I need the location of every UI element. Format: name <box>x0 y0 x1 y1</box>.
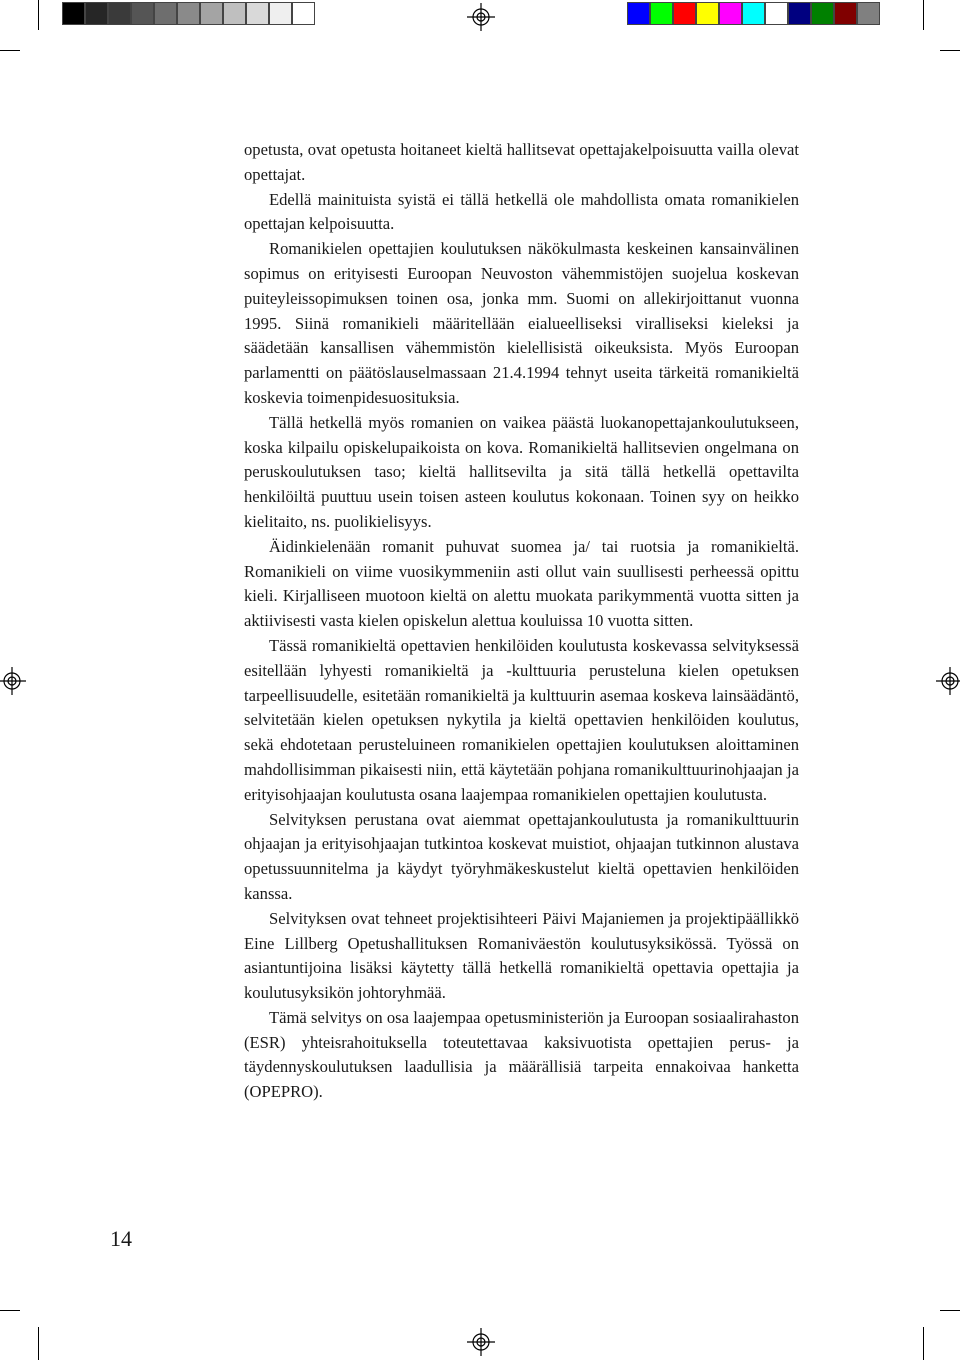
gray-swatch <box>246 2 269 25</box>
crop-mark <box>940 1310 960 1311</box>
registration-mark-icon <box>466 2 496 32</box>
paragraph: Romanikielen opettajien koulutuksen näkökulmasta keskeinen kansainvälinen sopimus on erityisesti Euroopan Neuvoston vähemmistöjen suojelua koskevan puiteyleissopimuksen toinen osa, jonka mm. Suomi on allekirjoittanut vuonna 1995. Siinä romanikieli määritellään eialueelliseksi viralliseksi kieleksi ja säädetään kansallisen vähemmistön kielellisistä oikeuksista. Myös Euroopan parlamentti on päätöslauselmassaan 21.4.1994 tehnyt useita tärkeitä romanikieltä koskevia toimenpidesuosituksia. <box>244 239 799 407</box>
body-text <box>244 138 799 1105</box>
color-swatch <box>696 2 719 25</box>
paragraph: Tässä romanikieltä opettavien henkilöiden koulutusta koskevassa selvityksessä esitellään lyhyesti romanikieltä ja -kulttuuria perusteluna kielen opetuksen tarpeellisuudelle, esitetään romanikieltä ja kulttuurin asemaa koskeva lainsäädäntö, selvitetään kielen opetuksen nykytila ja kieltä opettavien henkilöiden koulutus, sekä ehdotetaan perusteluineen romanikielen opettajien koulutuksen aloittaminen mahdollisimman pikaisesti niin, että käytetään pohjana romanikulttuurinohjaajan ja erityisohjaajan koulutusta osana laajempaa romanikielen opettajien koulutusta. <box>244 635 799 804</box>
color-swatch <box>857 2 880 25</box>
gray-swatch <box>223 2 246 25</box>
crop-mark <box>0 1310 20 1311</box>
color-swatch <box>673 2 696 25</box>
registration-mark-icon <box>466 1327 496 1357</box>
color-swatch <box>719 2 742 25</box>
color-swatch <box>627 2 650 25</box>
gray-swatch <box>177 2 200 25</box>
crop-mark <box>923 1327 924 1360</box>
paragraph: Tämä selvitys on osa laajempaa opetusministeriön ja Euroopan sosiaalirahaston (ESR) yhteisrahoituksella toteutettavaa kaksivuotista opettajien perus- ja täydennyskoulutuksen laadullisia ja määrällisiä tarpeita ennakoivaa hanketta (OPEPRO). <box>244 1007 799 1102</box>
paragraph: opetusta, ovat opetusta hoitaneet kieltä hallitsevat opettajakelpoisuutta vailla olevat opettajat. <box>244 140 799 184</box>
color-swatch <box>811 2 834 25</box>
color-swatch <box>742 2 765 25</box>
grayscale-color-bar <box>62 2 315 25</box>
gray-swatch <box>154 2 177 25</box>
registration-mark-icon <box>935 666 960 696</box>
paragraph: Äidinkielenään romanit puhuvat suomea ja/ tai ruotsia ja romanikieltä. Romanikieli on viime vuosikymmeniin asti ollut vain suullisesti perheessä opittu kieli. Kirjalliseen muotoon kieltä on alettu muokata parikymmentä vuotta sitten ja aktiivisesti vasta kielen opiskelun alettua kouluissa 10 vuotta sitten. <box>244 536 799 631</box>
crop-mark <box>0 50 20 51</box>
paragraph: Tällä hetkellä myös romanien on vaikea päästä luokanopettajankoulutukseen, koska kilpailu opiskelupaikoista on kova. Romanikieltä hallitsevien ongelmana on peruskoulutuksen taso; kieltä hallitsevilta ja sitä tällä hetkellä opettavilta henkilöiltä puuttuu usein toisen asteen koulutus kokonaan. Toinen syy on heikko kielitaito, ns. puolikielisyys. <box>244 412 799 531</box>
page-number: 14 <box>110 1226 132 1251</box>
gray-swatch <box>85 2 108 25</box>
paragraph: Edellä mainituista syistä ei tällä hetkellä ole mahdollista omata romanikielen opettajan kelpoisuutta. <box>244 189 799 234</box>
color-swatch <box>650 2 673 25</box>
gray-swatch <box>200 2 223 25</box>
gray-swatch <box>131 2 154 25</box>
crop-mark <box>923 0 924 30</box>
paragraph: Selvityksen ovat tehneet projektisihteeri Päivi Majaniemen ja projektipäällikkö Eine Lillberg Opetushallituksen Romaniväestön koulutusyksikössä. Työssä on asiantuntijoina lisäksi käytetty tällä hetkellä romanikieltä opettavia opettajia ja koulutusyksikön johtoryhmää. <box>244 908 799 1003</box>
gray-swatch <box>269 2 292 25</box>
gray-swatch <box>62 2 85 25</box>
color-swatch <box>788 2 811 25</box>
crop-mark <box>940 50 960 51</box>
registration-mark-icon <box>0 666 27 696</box>
color-swatch <box>834 2 857 25</box>
color-swatch <box>765 2 788 25</box>
crop-mark <box>38 0 39 30</box>
paragraph: Selvityksen perustana ovat aiemmat opettajankoulutusta ja romanikulttuurin ohjaajan ja erityisohjaajan tutkintoa koskevat muistiot, ohjaajan tutkinnon alustava opetussuunnitelma ja käydyt työryhmäkeskustelut kieltä opettavien henkilöiden kanssa. <box>244 809 799 903</box>
gray-swatch <box>292 2 315 25</box>
process-color-bar <box>627 2 880 25</box>
gray-swatch <box>108 2 131 25</box>
crop-mark <box>38 1327 39 1360</box>
